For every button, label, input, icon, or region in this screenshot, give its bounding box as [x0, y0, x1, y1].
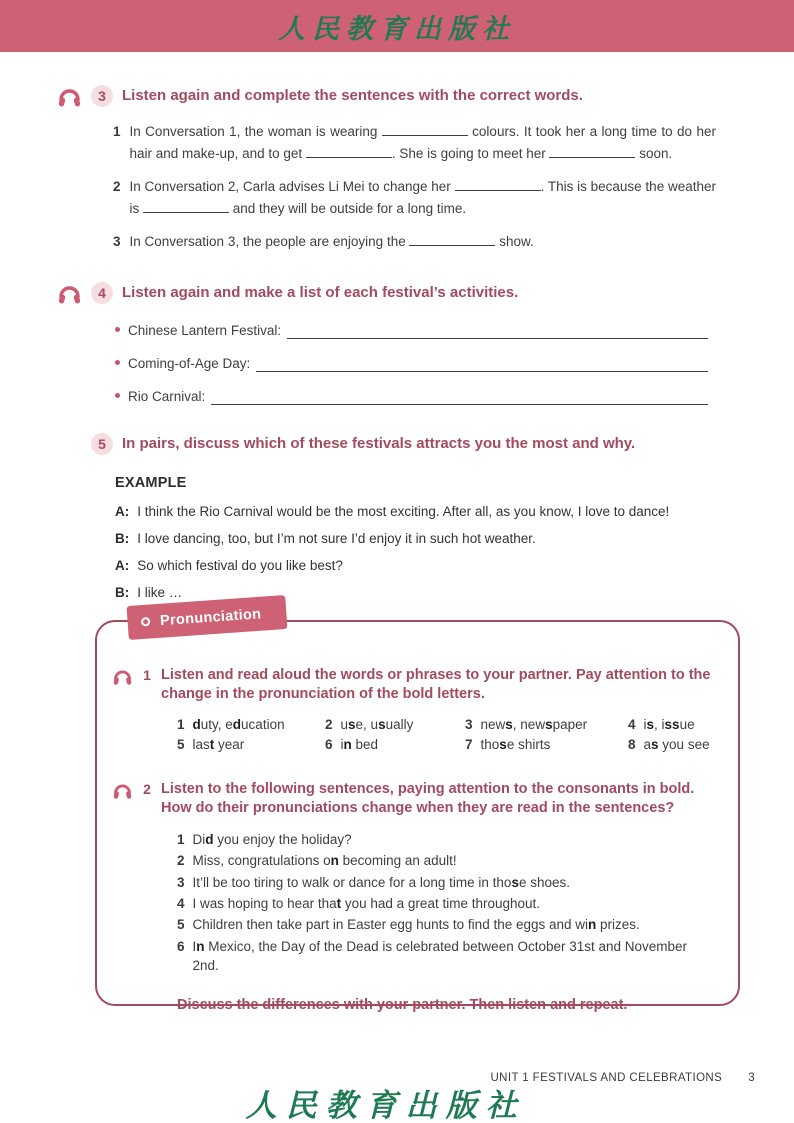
- item-number: 5: [177, 917, 185, 933]
- pron-task-1-title: Listen and read aloud the words or phrases to your partner. Pay attention to the change in the pronunciation of the bold letters.: [161, 667, 711, 702]
- speaker-label: B:: [115, 530, 130, 546]
- exercise-number-badge: 4: [91, 282, 113, 304]
- page-number: 3: [748, 1072, 755, 1084]
- fill-in-blank: [306, 145, 392, 158]
- item-number: 1: [177, 716, 185, 732]
- task-number: 1: [143, 667, 151, 683]
- sentence-text: Children then take part in Easter egg hunts to find the eggs and win prizes.: [192, 917, 640, 933]
- word-item: [465, 716, 628, 734]
- festival-label: Coming-of-Age Day:: [128, 355, 251, 371]
- list-item: [113, 121, 716, 164]
- item-number: 3: [113, 234, 121, 250]
- dialogue-text: I love dancing, too, but I’m not sure I’d enjoy it in such hot weather.: [137, 530, 536, 546]
- sentence-text: Miss, congratulations on becoming an adult!: [192, 853, 457, 869]
- sentence-item: [177, 874, 716, 893]
- pron-sentence-list: [177, 831, 716, 976]
- dialogue-line: [115, 529, 740, 550]
- fill-in-blank: [409, 233, 495, 246]
- word-item: [177, 736, 325, 754]
- item-number: 1: [113, 124, 121, 139]
- sentence-text: It’ll be too tiring to walk or dance for a long time in those shoes.: [192, 874, 570, 890]
- dialogue-text: So which festival do you like best?: [137, 557, 343, 573]
- answer-line: [211, 404, 708, 405]
- word-text: those shirts: [480, 736, 551, 752]
- exercise-4-items: [115, 323, 740, 405]
- exercise-3: [57, 86, 740, 253]
- pron-word-grid: [177, 716, 716, 754]
- exercise-number-badge: 3: [91, 85, 113, 107]
- exercise-4-header: [57, 283, 740, 305]
- headphones-icon: [57, 85, 82, 108]
- publisher-logo-bottom: [246, 1080, 526, 1123]
- word-text: use, usually: [340, 716, 414, 732]
- list-item: [113, 231, 716, 253]
- pron-task-2-title: Listen to the following sentences, paying attention to the consonants in bold. How do their pronunciations change when they are read in the sentences?: [161, 781, 695, 816]
- pronunciation-tag-label: Pronunciation: [159, 605, 262, 629]
- word-item: [465, 736, 628, 754]
- sentence-item: [177, 916, 716, 935]
- fill-in-blank: [455, 178, 541, 191]
- page-footer: [490, 1072, 755, 1084]
- word-item: [177, 716, 325, 734]
- sentence-text: Did you enjoy the holiday?: [192, 831, 352, 847]
- pron-task-1-header: [112, 666, 716, 704]
- unit-label: UNIT 1 FESTIVALS AND CELEBRATIONS: [490, 1072, 723, 1084]
- item-number: 3: [177, 874, 185, 890]
- speaker-label: B:: [115, 584, 130, 600]
- speaker-label: A:: [115, 503, 130, 519]
- fill-in-blank: [143, 200, 229, 213]
- exercise-4: [57, 283, 740, 405]
- example-label: EXAMPLE: [115, 474, 187, 491]
- top-banner: [0, 0, 794, 52]
- speaker-label: A:: [115, 557, 130, 573]
- item-number: 8: [628, 736, 636, 752]
- festival-label: Chinese Lantern Festival:: [128, 322, 282, 338]
- exercise-3-header: [57, 86, 740, 108]
- word-text: duty, education: [192, 716, 285, 732]
- headphones-icon: [112, 781, 133, 800]
- word-text: in bed: [340, 736, 379, 752]
- fill-in-blank: [382, 123, 468, 136]
- sentence-item: [177, 895, 716, 914]
- sentence-item: [177, 852, 716, 871]
- list-item: [115, 323, 708, 339]
- exercise-3-items: [113, 121, 740, 253]
- headphones-icon: [112, 667, 133, 686]
- list-item: [115, 389, 708, 405]
- pron-task-2-header: [112, 780, 716, 818]
- item-text: In Conversation 3, the people are enjoying the show.: [129, 234, 534, 250]
- fill-in-blank: [549, 145, 635, 158]
- item-number: 4: [177, 895, 185, 911]
- item-number: 1: [177, 831, 185, 847]
- item-text: In Conversation 2, Carla advises Li Mei to change her . This is because the weather is and they will be outside for a long time.: [129, 179, 716, 216]
- sentence-text: I was hoping to hear that you had a great time throughout.: [192, 895, 541, 911]
- exercise-5-header: [57, 434, 740, 455]
- answer-line: [256, 371, 708, 372]
- item-number: 7: [465, 736, 473, 752]
- word-item: [325, 716, 465, 734]
- word-text: is, issue: [643, 716, 695, 732]
- word-item: [325, 736, 465, 754]
- example-dialogue: [115, 502, 740, 604]
- list-item: [113, 176, 716, 219]
- item-number: 2: [113, 179, 121, 195]
- word-text: as you see: [643, 736, 710, 752]
- item-number: 6: [177, 938, 185, 954]
- task-number: 2: [143, 781, 151, 798]
- item-number: 5: [177, 736, 185, 752]
- exercise-3-title: Listen again and complete the sentences with the correct words.: [122, 87, 583, 104]
- item-number: 2: [177, 853, 185, 869]
- dialogue-line: [115, 556, 740, 577]
- exercise-5-title: In pairs, discuss which of these festivals attracts you the most and why.: [122, 434, 636, 452]
- publisher-logo-top: 人民教育出版社: [278, 13, 516, 45]
- dialogue-line: [115, 502, 740, 523]
- list-item: [115, 356, 708, 372]
- pron-closing-instruction: Discuss the differences with your partner. Then listen and repeat.: [177, 996, 628, 1013]
- item-number: 4: [628, 716, 636, 732]
- sentence-text: In Mexico, the Day of the Dead is celebrated between October 31st and November 2nd.: [192, 938, 688, 973]
- word-item: [628, 736, 716, 754]
- bullet-icon: [115, 360, 120, 365]
- exercise-5: [57, 434, 740, 604]
- word-text: news, newspaper: [480, 716, 588, 732]
- word-item: [628, 716, 716, 734]
- exercise-number-badge: 5: [91, 433, 113, 455]
- publisher-logo-text: 人民教育出版社: [245, 1088, 526, 1123]
- dialogue-text: I like …: [137, 584, 183, 600]
- bullet-icon: [115, 327, 120, 332]
- item-text: In Conversation 1, the woman is wearing colours. It took her a long time to do her hair and make-up, and to get . She is going to meet her soon.: [129, 124, 716, 161]
- sentence-item: [177, 831, 716, 850]
- item-number: 6: [325, 736, 333, 752]
- headphones-icon: [57, 282, 82, 305]
- pronunciation-box: [95, 605, 740, 1013]
- item-number: 3: [465, 716, 473, 732]
- page-content: [0, 52, 794, 610]
- dialogue-text: I think the Rio Carnival would be the most exciting. After all, as you know, I love to dance!: [137, 503, 670, 519]
- answer-line: [287, 338, 708, 339]
- bullet-icon: [115, 393, 120, 398]
- word-text: last year: [192, 736, 245, 752]
- sentence-item: [177, 938, 716, 976]
- exercise-4-title: Listen again and make a list of each festival’s activities.: [122, 283, 519, 301]
- festival-label: Rio Carnival:: [128, 388, 206, 404]
- item-number: 2: [325, 716, 333, 732]
- ring-icon: [141, 617, 151, 627]
